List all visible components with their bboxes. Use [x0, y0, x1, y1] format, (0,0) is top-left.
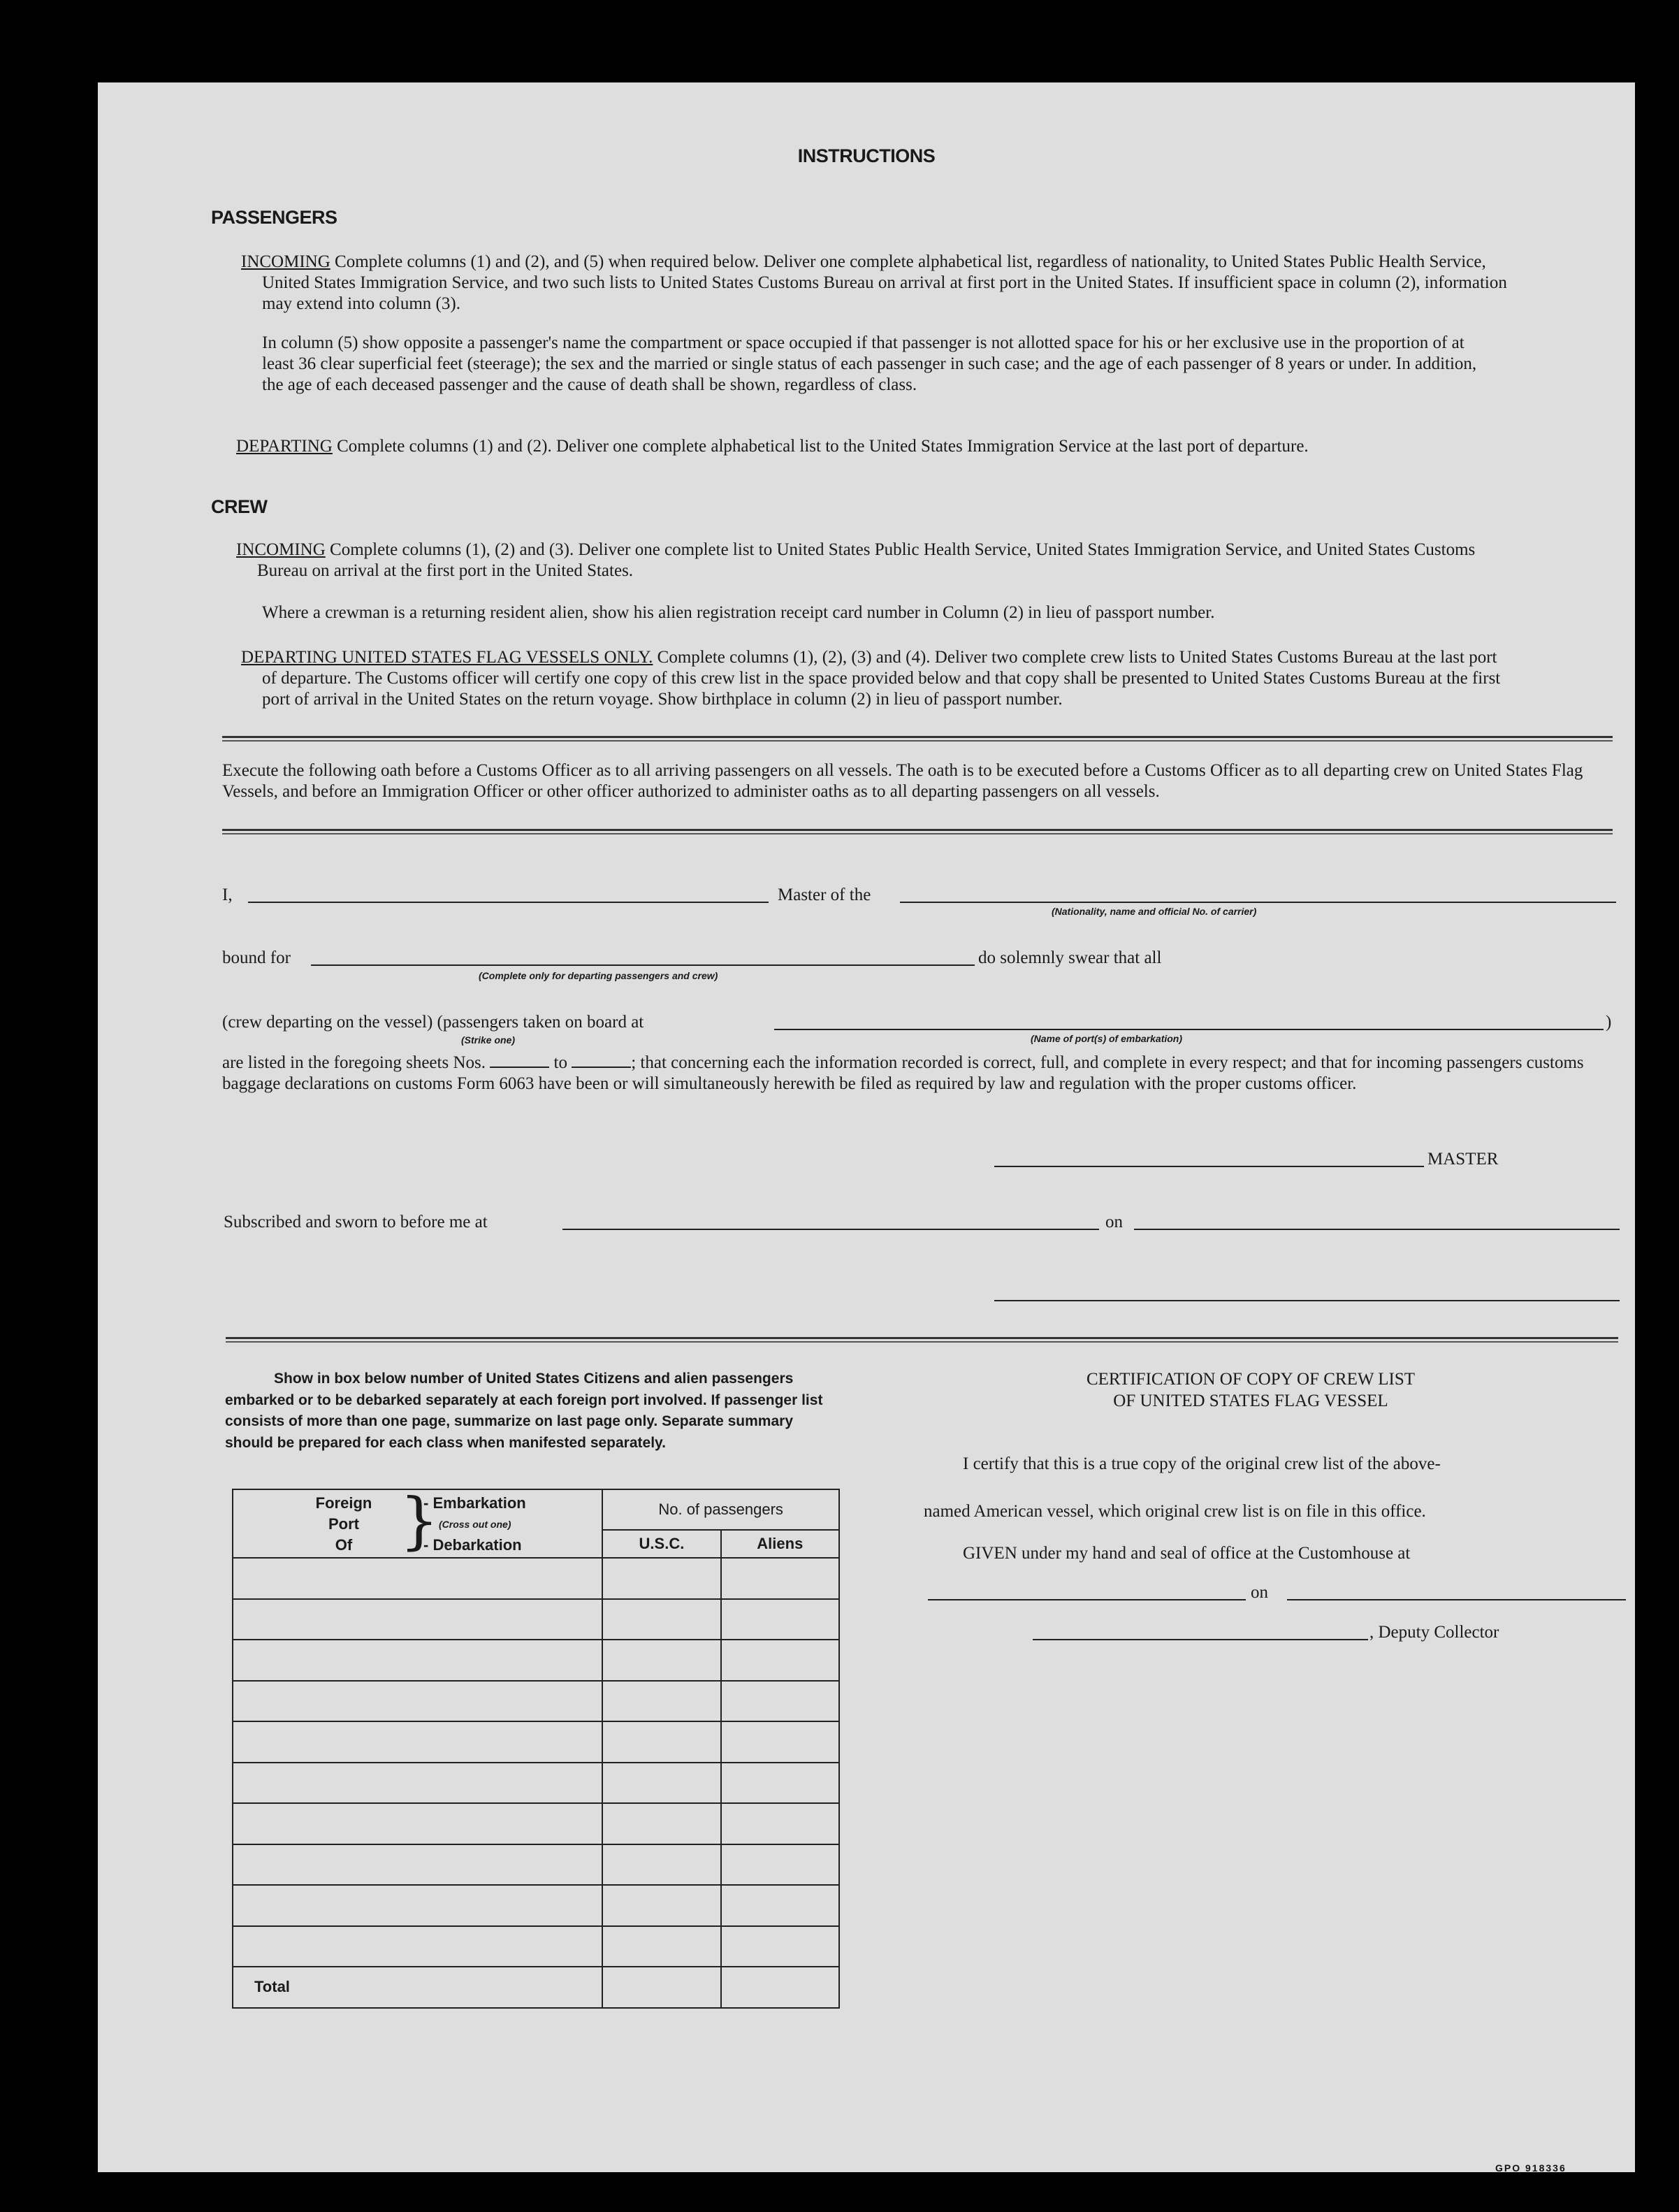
passengers-incoming-label: INCOMING: [241, 252, 330, 271]
listed-part-1: are listed in the foregoing sheets Nos.: [222, 1053, 486, 1072]
port-cell[interactable]: [233, 1803, 602, 1844]
listed-sentence: [222, 1053, 1616, 1094]
port-cell[interactable]: [233, 1926, 602, 1967]
port-cell[interactable]: [233, 1721, 602, 1763]
strike-one-note: (Strike one): [461, 1034, 516, 1046]
aliens-cell[interactable]: [721, 1681, 839, 1722]
listed-part-2: ; that concerning each the information recorded is correct, full, and complete in every: [631, 1053, 1228, 1072]
no-passengers-header: No. of passengers: [602, 1489, 839, 1530]
master-signature-field[interactable]: [994, 1166, 1424, 1167]
master-of-the-label: Master of the: [778, 885, 871, 904]
port-cell[interactable]: [233, 1640, 602, 1681]
aliens-cell[interactable]: [721, 1926, 839, 1967]
port-cell[interactable]: [233, 1599, 602, 1640]
summary-row: [233, 1721, 839, 1763]
usc-cell[interactable]: [602, 1885, 720, 1926]
crew-departing-label-line: (crew departing on the vessel) (passengers taken on board at: [222, 1013, 644, 1032]
usc-header: U.S.C.: [602, 1530, 720, 1558]
subscribed-on-label: on: [1105, 1213, 1123, 1231]
bound-for-field[interactable]: [311, 964, 975, 966]
oath-intro: Execute the following oath before a Customs Officer as to all arriving passengers on all vessels. The oath is to be executed before a Customs Officer as to all departing crew on United States Flag Vessels, and before an Immigration Officer or other officer authorized to administer oaths as to all departing passengers on all vessels.: [222, 761, 1583, 801]
embarkation-port-field[interactable]: [774, 1029, 1604, 1030]
bound-for-label: bound for: [222, 948, 291, 967]
debarkation-label: - Debarkation: [423, 1536, 522, 1554]
usc-cell[interactable]: [602, 1640, 720, 1681]
listed-to: to: [553, 1053, 567, 1072]
aliens-cell[interactable]: [721, 1885, 839, 1926]
subscribed-label: Subscribed and sworn to before me at: [224, 1213, 488, 1231]
summary-row: [233, 1681, 839, 1722]
aliens-header: Aliens: [721, 1530, 839, 1558]
certification-line-3: GIVEN under my hand and seal of office at the Customhouse at: [963, 1544, 1411, 1563]
passengers-departing-text: Complete columns (1) and (2). Deliver one complete alphabetical list to the United States Immigration Service at the last port of departure.: [337, 437, 1309, 456]
total-usc-cell[interactable]: [602, 1967, 720, 2008]
passengers-incoming-text: Complete columns (1) and (2), and (5) when required below. Deliver one complete alphabetical list, regardless of nationality, to United States Public Health Service, United States Immigration Service, and two such lists to United States Customs Bureau on arrival at first port in the United States. If insufficient space in column (2), information may extend into column (3).: [262, 252, 1507, 313]
usc-cell[interactable]: [602, 1721, 720, 1763]
aliens-cell[interactable]: [721, 1599, 839, 1640]
customhouse-field[interactable]: [928, 1599, 1246, 1600]
bound-note: (Complete only for departing passengers and crew): [479, 970, 718, 981]
master-name-field[interactable]: [248, 902, 769, 903]
port-cell[interactable]: [233, 1763, 602, 1804]
certification-on-label: on: [1251, 1583, 1268, 1602]
crew-departing-label: DEPARTING UNITED STATES FLAG VESSELS ONLY.: [241, 648, 653, 667]
total-label: Total: [254, 1978, 290, 1996]
crew-departing-paragraph: [241, 647, 1513, 710]
summary-instructions: Show in box below number of United States Citizens and alien passengers embarked or to be debarked separately at each foreign port involved. If passenger list consists of more than one page, summarize on last page only. Separate summary should be prepared for each class when manifested separately.: [225, 1371, 823, 1451]
certification-line-1: I certify that this is a true copy of the original crew list of the above-: [963, 1454, 1441, 1473]
master-label: MASTER: [1427, 1150, 1499, 1169]
port-cell[interactable]: [233, 1885, 602, 1926]
subscribed-date-field[interactable]: [1134, 1229, 1620, 1230]
carrier-note: (Nationality, name and official No. of carrier): [1052, 906, 1257, 917]
usc-cell[interactable]: [602, 1599, 720, 1640]
crew-resident-paragraph: Where a crewman is a returning resident alien, show his alien registration receipt card number in Column (2) in lieu of passport number.: [262, 603, 1215, 622]
usc-cell[interactable]: [602, 1926, 720, 1967]
summary-row: [233, 1558, 839, 1599]
aliens-cell[interactable]: [721, 1558, 839, 1599]
port-cell[interactable]: [233, 1844, 602, 1886]
foreign-label: Foreign: [315, 1494, 372, 1512]
listed-rest: respect; and that for incoming passengers customs baggage declarations on customs Form 6063 have been or will simultaneously herewith be filed as required by law and regulation with the proper customs officer.: [222, 1053, 1584, 1093]
usc-cell[interactable]: [602, 1763, 720, 1804]
aliens-cell[interactable]: [721, 1763, 839, 1804]
passengers-departing-label: DEPARTING: [236, 437, 333, 456]
passengers-heading: PASSENGERS: [211, 207, 337, 228]
gpo-stamp: GPO 918336: [1495, 2162, 1567, 2174]
port-label: Port: [328, 1515, 359, 1533]
summary-row: [233, 1599, 839, 1640]
aliens-cell[interactable]: [721, 1803, 839, 1844]
brace-icon: }: [400, 1484, 439, 1556]
port-cell[interactable]: [233, 1558, 602, 1599]
summary-row: [233, 1763, 839, 1804]
usc-cell[interactable]: [602, 1803, 720, 1844]
crew-incoming-text: Complete columns (1), (2) and (3). Deliver one complete list to United States Public Health Service, United States Immigration Service, and United States Customs Bureau on arrival at the first port in the United States.: [257, 540, 1476, 580]
carrier-field[interactable]: [900, 902, 1616, 903]
divider-1: [222, 736, 1613, 742]
oath-i-label: I,: [222, 885, 233, 904]
certification-line-2: named American vessel, which original crew list is on file in this office.: [924, 1502, 1426, 1521]
summary-row: [233, 1844, 839, 1886]
crew-incoming-paragraph: [236, 540, 1513, 581]
crew-departing-text: Complete columns (1), (2), (3) and (4). Deliver two complete crew lists to United States Customs Bureau at the last port of departure. The Customs officer will certify one copy of this crew list in the space provided below and that copy shall be presented to United States Customs Bureau at the first port of arrival in the United States on the return voyage. Show birthplace in column (2) in lieu of passport number.: [262, 648, 1501, 709]
deputy-signature-field[interactable]: [1033, 1639, 1368, 1640]
aliens-cell[interactable]: [721, 1844, 839, 1886]
certification-title-line-1: CERTIFICATION OF COPY OF CREW LIST: [1086, 1370, 1416, 1389]
cross-out-note: (Cross out one): [439, 1519, 511, 1530]
aliens-cell[interactable]: [721, 1640, 839, 1681]
sheet-to-field[interactable]: [572, 1067, 631, 1068]
usc-cell[interactable]: [602, 1558, 720, 1599]
form-sheet: [98, 82, 1635, 2172]
embarkation-label: - Embarkation: [423, 1494, 526, 1512]
foreign-port-header: [233, 1484, 602, 1558]
summary-row: [233, 1640, 839, 1681]
certification-date-field[interactable]: [1287, 1599, 1626, 1600]
certification-title-line-2: OF UNITED STATES FLAG VESSEL: [1113, 1391, 1388, 1410]
divider-2: [222, 829, 1613, 834]
officer-signature-field[interactable]: [994, 1300, 1620, 1301]
summary-row: [233, 1885, 839, 1926]
total-label-cell: [233, 1967, 602, 2008]
certification-title: [922, 1368, 1579, 1412]
column5-paragraph: In column (5) show opposite a passenger's name the compartment or space occupied if that passenger is not allotted space for his or her exclusive use in the proportion of at least 36 clear superficial feet (steerage); the sex and the married or single status of each passenger in such case; and the age of each passenger of 8 years or under. In addition, the age of each deceased passenger and the cause of death shall be shown, regardless of class.: [262, 333, 1477, 394]
deputy-collector-label: , Deputy Collector: [1369, 1623, 1499, 1642]
passengers-departing-paragraph: [236, 436, 1513, 457]
instructions-title: INSTRUCTIONS: [797, 145, 936, 166]
passenger-summary-table: [232, 1484, 840, 2009]
port-note: (Name of port(s) of embarkation): [1031, 1033, 1183, 1044]
subscribed-place-field[interactable]: [562, 1229, 1099, 1230]
passengers-incoming-paragraph: [241, 252, 1513, 315]
summary-row: [233, 1803, 839, 1844]
of-label: Of: [335, 1536, 353, 1554]
close-paren: ): [1606, 1013, 1612, 1032]
crew-heading: CREW: [211, 496, 268, 517]
crew-incoming-label: INCOMING: [236, 540, 326, 559]
aliens-cell[interactable]: [721, 1721, 839, 1763]
sheet-from-field[interactable]: [490, 1067, 549, 1068]
swear-label: do solemnly swear that all: [978, 948, 1162, 967]
divider-3: [226, 1337, 1618, 1343]
usc-cell[interactable]: [602, 1844, 720, 1886]
summary-row: [233, 1926, 839, 1967]
port-cell[interactable]: [233, 1681, 602, 1722]
total-aliens-cell[interactable]: [721, 1967, 839, 2008]
usc-cell[interactable]: [602, 1681, 720, 1722]
